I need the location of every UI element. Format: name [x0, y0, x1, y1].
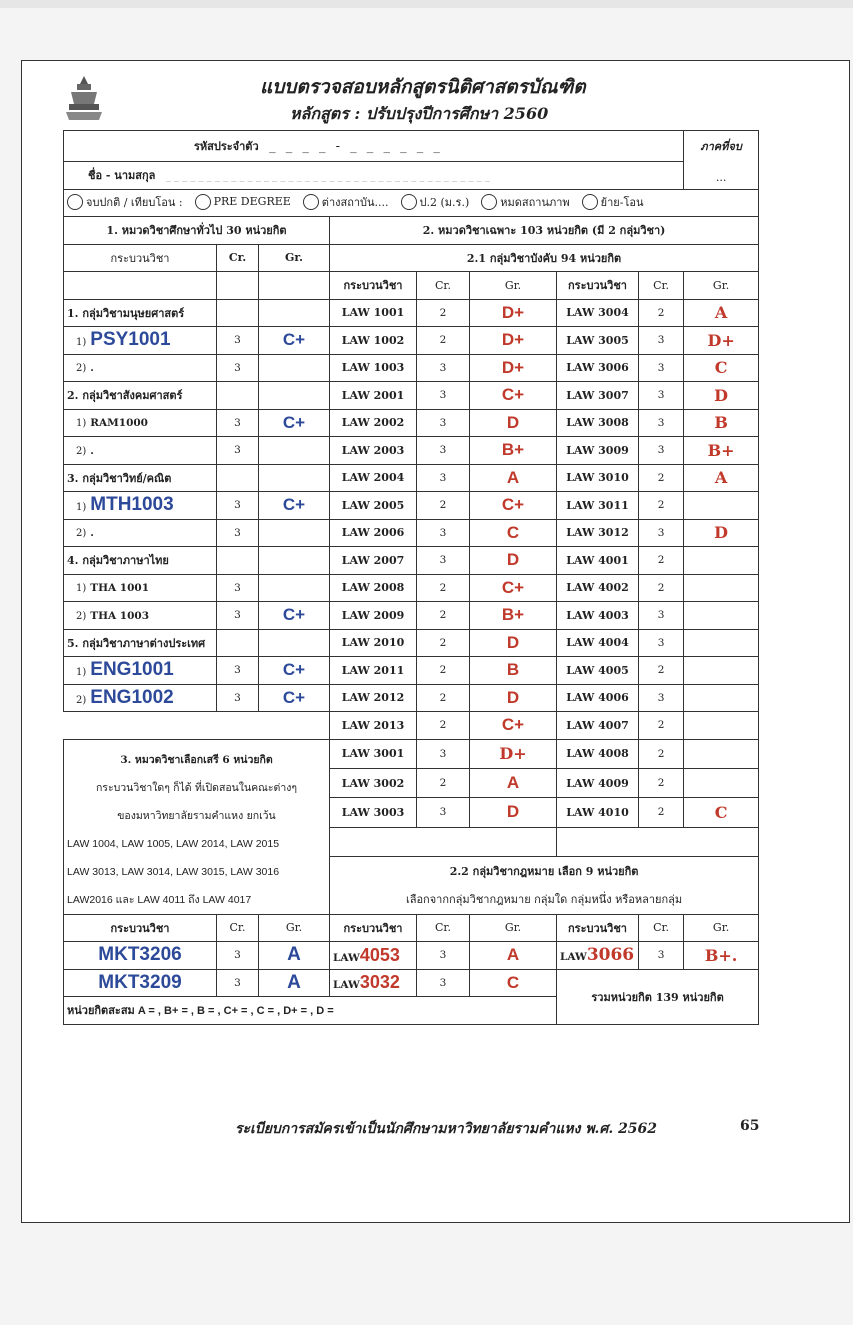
- law-course-code: LAW 2012: [330, 684, 417, 712]
- grade-cell: D: [470, 629, 557, 657]
- status-option-label: ป.2 (ม.ร.): [419, 195, 470, 209]
- cr-cell: 2: [417, 657, 470, 685]
- table-row: [64, 684, 759, 712]
- grade-cell: D+: [470, 739, 557, 768]
- status-option-label: ต่างสถาบัน....: [321, 195, 389, 209]
- free-elective-line: 3. หมวดวิชาเลือกเสรี 6 หน่วยกิต: [120, 753, 273, 766]
- grade-cell: C+: [259, 684, 330, 712]
- grade-cell: C+: [259, 327, 330, 355]
- law-number: 3066: [586, 945, 635, 966]
- general-course-cell: [64, 409, 217, 437]
- free-elective-line: กระบวนวิชาใดๆ ก็ได้ ที่เปิดสอนในคณะต่างๆ: [95, 781, 298, 794]
- cr-cell: 2: [417, 629, 470, 657]
- radio-circle-icon[interactable]: [582, 194, 598, 210]
- curriculum-table: [63, 130, 759, 1025]
- grade-cell: C+: [470, 492, 557, 520]
- free-elective-line: ของมหาวิทยาลัยรามคำแหง ยกเว้น: [117, 809, 276, 822]
- student-id-label: รหัสประจำตัว: [194, 140, 259, 153]
- cr-cell: 2: [417, 684, 470, 712]
- cr-cell: 3: [417, 437, 470, 465]
- law-course-code: LAW 3010: [557, 464, 639, 492]
- spacer-cell: [330, 827, 557, 856]
- name-label: ชื่อ - นามสกุล: [88, 169, 156, 183]
- elective-law-heading: 2.2 กลุ่มวิชากฎหมาย เลือก 9 หน่วยกิต: [330, 856, 759, 885]
- accumulated-credits: หน่วยกิตสะสม A = , B+ = , B = , C+ = , C = , D+ = , D =: [64, 997, 557, 1025]
- free-course-code: MKT3209: [64, 969, 217, 997]
- law-course-code: LAW 3001: [330, 739, 417, 768]
- course-code: RAM1000: [90, 417, 148, 430]
- group-label: 2. กลุ่มวิชาสังคมศาสตร์: [64, 382, 217, 410]
- elective-law-note: เลือกจากกลุ่มวิชากฎหมาย กลุ่มใด กลุ่มหนึ่ง หรือหลายกลุ่ม: [330, 885, 759, 914]
- grade-cell: B: [684, 409, 759, 437]
- grade-cell: D: [470, 547, 557, 575]
- law-course-code: LAW 3004: [557, 299, 639, 327]
- col-cr: Cr.: [217, 244, 259, 272]
- gr-cell: [259, 382, 330, 410]
- semester-cell: [684, 131, 759, 190]
- cr-cell: 3: [639, 519, 684, 547]
- col-header: Gr.: [259, 914, 330, 942]
- radio-circle-icon[interactable]: [401, 194, 417, 210]
- grade-cell: [259, 574, 330, 602]
- table-row: [64, 464, 759, 492]
- cr-cell: 3: [417, 354, 470, 382]
- grade-cell: C: [684, 354, 759, 382]
- elective-course-code: [330, 942, 417, 970]
- course-code: .: [90, 444, 94, 457]
- status-options-row: [64, 189, 759, 217]
- law-course-code: LAW 2007: [330, 547, 417, 575]
- free-elective-line: LAW2016 และ LAW 4011 ถึง LAW 4017: [67, 893, 252, 906]
- cr-cell: 2: [639, 712, 684, 740]
- grade-cell: D: [470, 684, 557, 712]
- grade-cell: [259, 519, 330, 547]
- general-course-cell: [64, 354, 217, 382]
- cr-cell: 3: [639, 409, 684, 437]
- grade-cell: A: [259, 942, 330, 970]
- cr-cell: 3: [417, 798, 470, 827]
- law-course-code: LAW 2013: [330, 712, 417, 740]
- law-course-code: LAW 4008: [557, 739, 639, 768]
- col-course: กระบวนวิชา: [64, 244, 217, 272]
- cr-cell: [217, 547, 259, 575]
- grade-cell: C: [470, 969, 557, 997]
- cr-cell: [217, 464, 259, 492]
- item-number: 2): [76, 528, 87, 540]
- cr-cell: 3: [417, 969, 470, 997]
- gr-cell: [259, 299, 330, 327]
- gr-cell: [259, 629, 330, 657]
- col-header: กระบวนวิชา: [330, 914, 417, 942]
- law-course-code: LAW 3006: [557, 354, 639, 382]
- gr-cell: [259, 547, 330, 575]
- status-option[interactable]: [582, 193, 644, 211]
- grade-cell: C: [470, 519, 557, 547]
- col-header: กระบวนวิชา: [64, 914, 217, 942]
- law-course-code: LAW 4004: [557, 629, 639, 657]
- student-id-row: [64, 131, 684, 162]
- col-gr: Gr.: [259, 244, 330, 272]
- semester-label: ภาคที่จบ: [700, 140, 742, 153]
- cr-cell: 2: [639, 657, 684, 685]
- grade-cell: B+: [470, 437, 557, 465]
- grade-cell: D+: [470, 327, 557, 355]
- table-row: [64, 437, 759, 465]
- cr-cell: 3: [217, 519, 259, 547]
- spacer-cell: [557, 827, 759, 856]
- grade-cell: B: [470, 657, 557, 685]
- cr-cell: 2: [417, 768, 470, 797]
- grade-cell: B+.: [684, 942, 759, 970]
- grade-cell: C+: [259, 657, 330, 685]
- law-course-code: LAW 4007: [557, 712, 639, 740]
- grade-cell: [684, 739, 759, 768]
- law-course-code: LAW 1003: [330, 354, 417, 382]
- status-option[interactable]: [481, 193, 569, 211]
- grade-cell: B+: [684, 437, 759, 465]
- law-number: 4053: [359, 944, 400, 965]
- law-course-code: LAW 3009: [557, 437, 639, 465]
- course-code: MTH1003: [90, 494, 174, 516]
- grade-cell: A: [259, 969, 330, 997]
- law-course-code: LAW 3011: [557, 492, 639, 520]
- cr-cell: 3: [217, 354, 259, 382]
- law-course-code: LAW 2010: [330, 629, 417, 657]
- name-row: [64, 162, 684, 190]
- footer-text: ระเบียบการสมัครเข้าเป็นนักศึกษามหาวิทยาลัยรามคำแหง พ.ศ. 2562: [235, 1121, 658, 1137]
- cr-cell: 3: [217, 602, 259, 630]
- course-code: THA 1003: [90, 609, 150, 622]
- group-label: 4. กลุ่มวิชาภาษาไทย: [64, 547, 217, 575]
- law-course-code: LAW 4010: [557, 798, 639, 827]
- law-course-code: LAW 3005: [557, 327, 639, 355]
- law-course-code: LAW 1001: [330, 299, 417, 327]
- table-row: [64, 354, 759, 382]
- law-number: 3032: [359, 972, 400, 993]
- status-option-label: จบปกติ / เทียบโอน :: [86, 195, 183, 209]
- general-course-cell: [64, 492, 217, 520]
- cr-cell: 3: [217, 492, 259, 520]
- page-number: 65: [740, 1118, 760, 1134]
- law-course-code: LAW 4009: [557, 768, 639, 797]
- cr-cell: 3: [417, 519, 470, 547]
- law-course-code: LAW 4003: [557, 602, 639, 630]
- law-course-code: LAW 3007: [557, 382, 639, 410]
- grade-cell: [684, 492, 759, 520]
- col-cr: Cr.: [639, 272, 684, 300]
- status-option-label: ย้าย-โอน: [600, 195, 644, 209]
- group-label: 1. กลุ่มวิชามนุษยศาสตร์: [64, 299, 217, 327]
- cr-cell: 2: [417, 327, 470, 355]
- grade-cell: [684, 684, 759, 712]
- form-title: แบบตรวจสอบหลักสูตรนิติศาสตรบัณฑิต: [260, 76, 586, 98]
- student-id-field[interactable]: _ _ _ _ - _ _ _ _ _ _: [269, 139, 443, 154]
- cr-cell: 2: [639, 547, 684, 575]
- cr-cell: 3: [217, 684, 259, 712]
- item-number: 1): [76, 418, 87, 430]
- elective-course-code: [557, 942, 639, 970]
- col-cr: Cr.: [417, 272, 470, 300]
- cr-cell: 3: [417, 382, 470, 410]
- cr-cell: 3: [639, 382, 684, 410]
- cr-cell: [217, 629, 259, 657]
- col-header: กระบวนวิชา: [557, 914, 639, 942]
- col-course: กระบวนวิชา: [557, 272, 639, 300]
- status-option-label: PRE DEGREE: [213, 195, 291, 209]
- cr-cell: 3: [217, 574, 259, 602]
- grade-cell: D: [470, 798, 557, 827]
- cr-cell: 3: [217, 409, 259, 437]
- cr-cell: 3: [639, 684, 684, 712]
- law-course-code: LAW 2009: [330, 602, 417, 630]
- radio-circle-icon[interactable]: [303, 194, 319, 210]
- law-course-code: LAW 3012: [557, 519, 639, 547]
- table-row: [64, 712, 759, 740]
- law-prefix: LAW: [333, 951, 360, 964]
- total-credits: รวมหน่วยกิต 139 หน่วยกิต: [557, 969, 759, 1024]
- course-code: THA 1001: [90, 582, 150, 595]
- table-row: [64, 657, 759, 685]
- law-course-code: LAW 4005: [557, 657, 639, 685]
- general-course-cell: [64, 684, 217, 712]
- table-row: [64, 492, 759, 520]
- law-course-code: LAW 2011: [330, 657, 417, 685]
- grade-cell: [684, 657, 759, 685]
- table-row: [64, 574, 759, 602]
- law-course-code: LAW 4001: [557, 547, 639, 575]
- free-elective-note: [64, 739, 330, 914]
- cr-cell: 2: [639, 492, 684, 520]
- course-code: ENG1001: [90, 659, 174, 681]
- table-row: [64, 602, 759, 630]
- general-heading: 1. หมวดวิชาศึกษาทั่วไป 30 หน่วยกิต: [64, 217, 330, 245]
- grade-cell: [684, 768, 759, 797]
- item-number: 2): [76, 610, 87, 622]
- grade-cell: C+: [259, 409, 330, 437]
- cr-cell: 3: [217, 969, 259, 997]
- general-course-cell: [64, 519, 217, 547]
- col-gr: Gr.: [470, 272, 557, 300]
- grade-cell: [684, 574, 759, 602]
- cr-cell: 2: [639, 299, 684, 327]
- general-course-cell: [64, 437, 217, 465]
- law-course-code: LAW 2001: [330, 382, 417, 410]
- cr-cell: 2: [417, 602, 470, 630]
- course-code: .: [90, 527, 94, 540]
- cr-cell: 3: [217, 657, 259, 685]
- semester-value: ...: [715, 171, 727, 184]
- grade-cell: A: [684, 299, 759, 327]
- grade-cell: D: [684, 382, 759, 410]
- cr-cell: [217, 299, 259, 327]
- cr-cell: 3: [639, 437, 684, 465]
- cr-cell: 3: [417, 464, 470, 492]
- item-number: 2): [76, 445, 87, 457]
- grade-cell: D+: [684, 327, 759, 355]
- law-course-code: LAW 2005: [330, 492, 417, 520]
- table-row: [64, 299, 759, 327]
- radio-circle-icon[interactable]: [481, 194, 497, 210]
- col-header: Cr.: [639, 914, 684, 942]
- cr-cell: 2: [639, 574, 684, 602]
- course-code: .: [90, 362, 94, 375]
- course-code: ENG1002: [90, 686, 174, 708]
- table-row: [64, 409, 759, 437]
- cr-cell: 2: [639, 464, 684, 492]
- item-number: 1): [76, 502, 87, 514]
- cr-cell: 2: [417, 712, 470, 740]
- col-header: Gr.: [684, 914, 759, 942]
- free-elective-line: LAW 1004, LAW 1005, LAW 2014, LAW 2015: [67, 837, 280, 850]
- status-option[interactable]: [303, 193, 389, 211]
- table-row: [64, 519, 759, 547]
- spacer-cell: [64, 712, 330, 740]
- free-course-code: MKT3206: [64, 942, 217, 970]
- grade-cell: C+: [259, 602, 330, 630]
- cr-cell: 2: [639, 768, 684, 797]
- table-row: [64, 327, 759, 355]
- grade-cell: D+: [470, 299, 557, 327]
- item-number: 2): [76, 694, 87, 706]
- grade-cell: [259, 437, 330, 465]
- col-header: Cr.: [217, 914, 259, 942]
- cr-cell: 2: [639, 739, 684, 768]
- status-option[interactable]: [195, 194, 291, 210]
- grade-cell: B+: [470, 602, 557, 630]
- radio-circle-icon[interactable]: [195, 194, 211, 210]
- grade-cell: C+: [470, 712, 557, 740]
- grade-cell: C+: [470, 574, 557, 602]
- university-seal-icon: [63, 74, 105, 124]
- table-row: [64, 629, 759, 657]
- grade-cell: [684, 602, 759, 630]
- col-header: Cr.: [417, 914, 470, 942]
- col-course: กระบวนวิชา: [330, 272, 417, 300]
- col-header: Gr.: [470, 914, 557, 942]
- top-bar: [0, 0, 853, 8]
- grade-cell: [684, 547, 759, 575]
- general-course-cell: [64, 602, 217, 630]
- group-label: 5. กลุ่มวิชาภาษาต่างประเทศ: [64, 629, 217, 657]
- cr-cell: 3: [417, 942, 470, 970]
- grade-cell: C+: [259, 492, 330, 520]
- law-course-code: LAW 2004: [330, 464, 417, 492]
- law-course-code: LAW 3002: [330, 768, 417, 797]
- table-row: [64, 739, 759, 768]
- cr-cell: 3: [417, 739, 470, 768]
- law-course-code: LAW 1002: [330, 327, 417, 355]
- major-heading: 2. หมวดวิชาเฉพาะ 103 หน่วยกิต (มี 2 กลุ่มวิชา): [330, 217, 759, 245]
- item-number: 1): [76, 583, 87, 595]
- grade-cell: [259, 354, 330, 382]
- cr-cell: 3: [417, 409, 470, 437]
- cr-cell: [217, 382, 259, 410]
- grade-cell: A: [470, 464, 557, 492]
- law-course-code: LAW 2008: [330, 574, 417, 602]
- status-option-label: หมดสถานภาพ: [500, 195, 570, 209]
- cr-cell: 3: [639, 327, 684, 355]
- grade-cell: [684, 712, 759, 740]
- item-number: 2): [76, 363, 87, 375]
- cr-cell: 3: [417, 547, 470, 575]
- group-label: 3. กลุ่มวิชาวิทย์/คณิต: [64, 464, 217, 492]
- law-course-code: LAW 3003: [330, 798, 417, 827]
- table-row: [64, 547, 759, 575]
- status-option[interactable]: [67, 193, 183, 211]
- grade-cell: D: [470, 409, 557, 437]
- grade-cell: A: [470, 942, 557, 970]
- grade-cell: A: [684, 464, 759, 492]
- grade-cell: A: [470, 768, 557, 797]
- cr-cell: 2: [417, 299, 470, 327]
- free-elective-line: LAW 3013, LAW 3014, LAW 3015, LAW 3016: [67, 865, 280, 878]
- cr-cell: 2: [639, 798, 684, 827]
- item-number: 1): [76, 337, 87, 349]
- cr-cell: 2: [417, 574, 470, 602]
- law-course-code: LAW 2003: [330, 437, 417, 465]
- cr-cell: 3: [639, 629, 684, 657]
- general-course-cell: [64, 657, 217, 685]
- cr-cell: 2: [417, 492, 470, 520]
- form-subtitle: หลักสูตร : ปรับปรุงปีการศึกษา 2560: [290, 104, 549, 123]
- grade-cell: C: [684, 798, 759, 827]
- cr-cell: 3: [639, 942, 684, 970]
- cr-cell: 3: [217, 327, 259, 355]
- cr-cell: 3: [217, 942, 259, 970]
- status-option[interactable]: [401, 193, 470, 211]
- elective-course-code: [330, 969, 417, 997]
- general-course-cell: [64, 574, 217, 602]
- grade-cell: D: [684, 519, 759, 547]
- general-course-cell: [64, 327, 217, 355]
- radio-circle-icon[interactable]: [67, 194, 83, 210]
- cr-cell: 3: [639, 354, 684, 382]
- law-prefix: LAW: [333, 979, 360, 992]
- law-course-code: LAW 2002: [330, 409, 417, 437]
- cr-cell: 3: [217, 437, 259, 465]
- cr-cell: 3: [639, 602, 684, 630]
- grade-cell: D+: [470, 354, 557, 382]
- law-course-code: LAW 3008: [557, 409, 639, 437]
- required-heading: 2.1 กลุ่มวิชาบังคับ 94 หน่วยกิต: [330, 244, 759, 272]
- name-field[interactable]: _ _ _ _ _ _ _ _ _ _ _ _ _ _ _ _ _ _ _ _ _ _ _ _ _ _ _ _ _ _ _ _ _ _ _ _ _ _ _ _: [165, 171, 490, 183]
- gr-cell: [259, 464, 330, 492]
- course-code: PSY1001: [90, 329, 171, 351]
- law-prefix: LAW: [560, 951, 587, 964]
- col-gr: Gr.: [684, 272, 759, 300]
- law-course-code: LAW 4006: [557, 684, 639, 712]
- grade-cell: [684, 629, 759, 657]
- item-number: 1): [76, 667, 87, 679]
- law-course-code: LAW 2006: [330, 519, 417, 547]
- grade-cell: C+: [470, 382, 557, 410]
- law-course-code: LAW 4002: [557, 574, 639, 602]
- table-row: [64, 382, 759, 410]
